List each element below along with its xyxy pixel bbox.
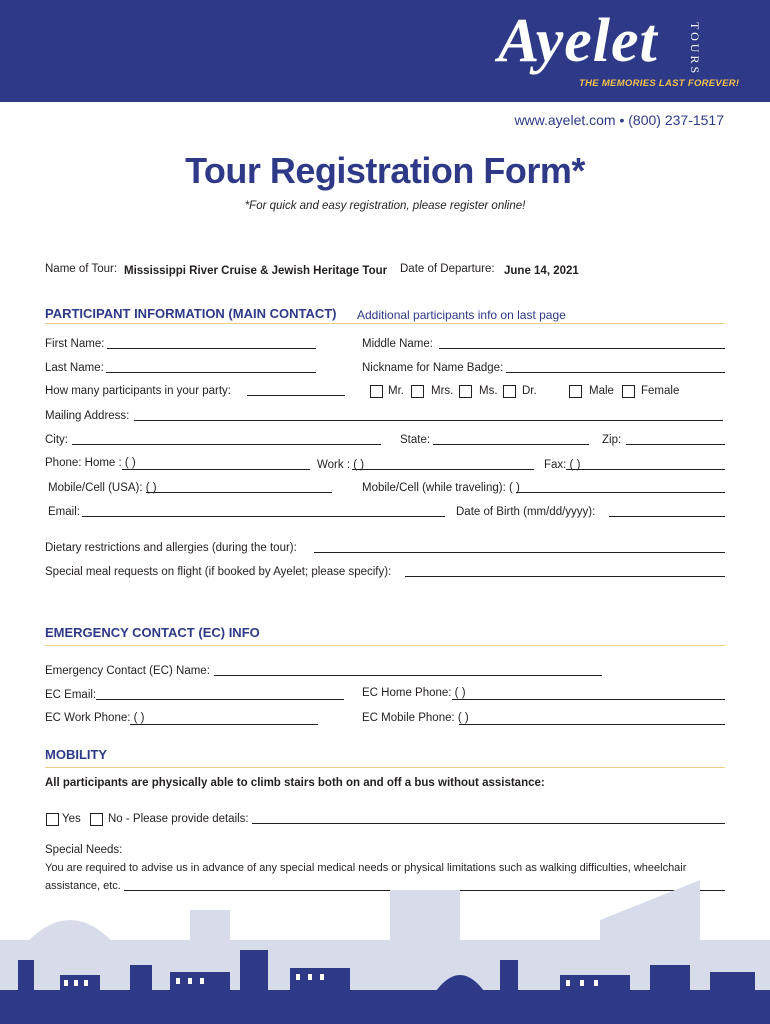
participant-note: Additional participants info on last page <box>357 308 566 322</box>
work-phone-field[interactable] <box>352 469 534 470</box>
work-phone-label: Work : ( ) <box>317 459 365 471</box>
middle-name-field[interactable] <box>439 348 725 349</box>
mobility-details-field[interactable] <box>252 823 725 824</box>
page-title: Tour Registration Form* <box>185 150 585 191</box>
mailing-address-field[interactable] <box>134 420 723 421</box>
title-label-mr: Mr. <box>388 385 404 397</box>
ec-email-label: EC Email: <box>45 689 97 701</box>
ec-home-phone-label: EC Home Phone: ( ) <box>362 687 466 699</box>
gender-checkbox-female[interactable] <box>622 385 635 398</box>
dietary-field[interactable] <box>314 552 725 553</box>
gender-label-female: Female <box>641 385 680 397</box>
mobile-travel-label: Mobile/Cell (while traveling): ( ) <box>362 482 520 494</box>
section-rule <box>45 323 725 324</box>
section-rule <box>45 645 725 646</box>
last-name-field[interactable] <box>106 372 316 373</box>
party-count-label: How many participants in your party: <box>45 385 231 397</box>
nickname-label: Nickname for Name Badge: <box>362 362 504 374</box>
title-checkbox-mr[interactable] <box>370 385 383 398</box>
last-name-label: Last Name: <box>45 362 104 374</box>
mobility-yes-label: Yes <box>62 813 81 825</box>
page-subtitle: *For quick and easy registration, please register online! <box>244 200 526 212</box>
departure-date-label: Date of Departure: <box>400 263 495 275</box>
mailing-address-label: Mailing Address: <box>45 410 130 422</box>
zip-field[interactable] <box>626 444 725 445</box>
mobility-heading: MOBILITY <box>45 747 108 762</box>
first-name-label: First Name: <box>45 338 105 350</box>
title-label-ms: Ms. <box>479 385 498 397</box>
departure-date-value: June 14, 2021 <box>504 265 579 277</box>
state-label: State: <box>400 434 431 446</box>
gender-label-male: Male <box>589 385 614 397</box>
title-label-dr: Dr. <box>522 385 537 397</box>
brand-logo: Ayelet <box>498 7 658 75</box>
mobility-statement: All participants are physically able to climb stairs both on and off a bus without assistance: <box>45 777 545 789</box>
home-phone-field[interactable] <box>122 469 310 470</box>
ec-work-phone-label: EC Work Phone: ( ) <box>45 712 145 724</box>
middle-name-label: Middle Name: <box>362 338 433 350</box>
tour-name-value: Mississippi River Cruise & Jewish Heritage Tour <box>124 265 388 277</box>
special-needs-label: Special Needs: <box>45 844 123 856</box>
first-name-field[interactable] <box>107 348 316 349</box>
mobile-usa-label: Mobile/Cell (USA): ( ) <box>48 482 157 494</box>
dietary-label: Dietary restrictions and allergies (during the tour): <box>45 542 297 554</box>
contact-info[interactable]: www.ayelet.com • (800) 237-1517 <box>514 112 724 128</box>
ec-email-field[interactable] <box>96 699 344 700</box>
email-label: Email: <box>48 506 80 518</box>
section-rule <box>45 767 725 768</box>
email-field[interactable] <box>82 516 445 517</box>
title-checkbox-ms[interactable] <box>459 385 472 398</box>
mobility-yes-checkbox[interactable] <box>46 813 59 826</box>
party-count-field[interactable] <box>247 395 345 396</box>
emergency-heading: EMERGENCY CONTACT (EC) INFO <box>45 625 260 640</box>
mobility-no-checkbox[interactable] <box>90 813 103 826</box>
ec-name-label: Emergency Contact (EC) Name: <box>45 665 210 677</box>
special-needs-text: You are required to advise us in advance of any special medical needs or physical limitations such as walking difficulties, wheelchair <box>45 862 687 874</box>
ec-mobile-phone-field[interactable] <box>459 724 725 725</box>
participant-heading: PARTICIPANT INFORMATION (MAIN CONTACT) <box>45 306 337 321</box>
title-checkbox-dr[interactable] <box>503 385 516 398</box>
ec-name-field[interactable] <box>214 675 602 676</box>
ec-work-phone-field[interactable] <box>130 724 318 725</box>
mobility-no-label: No - Please provide details: <box>108 813 249 825</box>
title-checkbox-mrs[interactable] <box>411 385 424 398</box>
mobile-usa-field[interactable] <box>146 492 332 493</box>
ec-mobile-phone-label: EC Mobile Phone: ( ) <box>362 712 469 724</box>
dob-field[interactable] <box>609 516 725 517</box>
tagline: THE MEMORIES LAST FOREVER! <box>579 78 740 89</box>
fax-field[interactable] <box>566 469 725 470</box>
title-label-mrs: Mrs. <box>431 385 454 397</box>
city-label: City: <box>45 434 68 446</box>
state-field[interactable] <box>433 444 589 445</box>
meal-request-field[interactable] <box>405 576 725 577</box>
dob-label: Date of Birth (mm/dd/yyyy): <box>456 506 596 518</box>
home-phone-label: Phone: Home : ( ) <box>45 457 136 469</box>
gender-checkbox-male[interactable] <box>569 385 582 398</box>
tour-name-label: Name of Tour: <box>45 263 118 275</box>
city-field[interactable] <box>72 444 381 445</box>
brand-subtitle: TOURS <box>688 22 702 77</box>
ec-home-phone-field[interactable] <box>452 699 725 700</box>
fax-label: Fax: ( ) <box>544 459 581 471</box>
page-number: 3 <box>744 988 750 998</box>
mobile-travel-field[interactable] <box>516 492 725 493</box>
special-needs-text-cont: assistance, etc. <box>45 880 121 892</box>
nickname-field[interactable] <box>506 372 725 373</box>
zip-label: Zip: <box>602 434 622 446</box>
city-skyline-illustration <box>0 880 770 1024</box>
meal-request-label: Special meal requests on flight (if booked by Ayelet; please specify): <box>45 566 392 578</box>
